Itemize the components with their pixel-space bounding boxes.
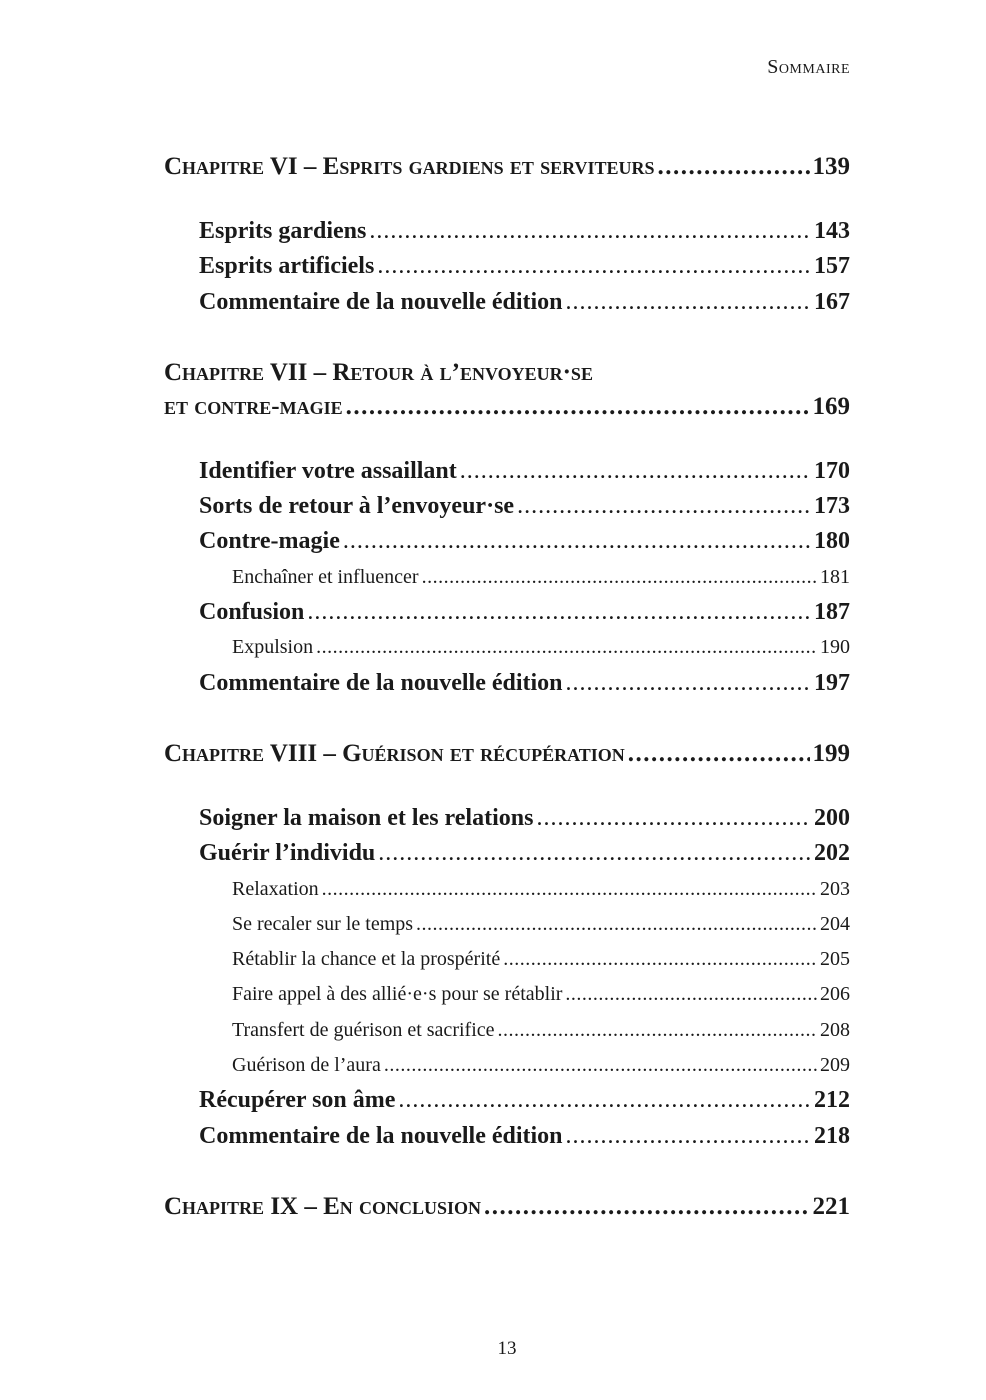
toc-subsection[interactable] — [164, 977, 850, 1012]
chapter-title: Chapitre IX – En conclusion — [164, 1192, 482, 1220]
page-number: 203 — [820, 877, 850, 900]
section-title: Esprits artificiels — [199, 253, 375, 280]
toc-section[interactable] — [164, 285, 850, 320]
toc-subsection[interactable] — [164, 872, 850, 907]
leader-dots — [322, 872, 817, 907]
page-number: 170 — [814, 457, 850, 484]
page-number: 209 — [820, 1054, 850, 1077]
toc-section[interactable] — [164, 489, 850, 524]
subsection-title: Relaxation — [232, 877, 319, 900]
leader-dots — [498, 1013, 818, 1048]
leader-dots — [566, 285, 811, 320]
section-title: Soigner la maison et les relations — [199, 804, 534, 831]
page-number: 221 — [812, 1192, 850, 1220]
toc-chapter-7[interactable] — [164, 390, 850, 424]
section-title: Contre-magie — [199, 528, 340, 555]
chapter-title: Chapitre VIII – Guérison et récupération — [164, 739, 625, 767]
toc-subsection[interactable] — [164, 560, 850, 595]
page-folio: 13 — [497, 1338, 517, 1359]
leader-dots — [517, 489, 811, 524]
subsection-title: Se recaler sur le temps — [232, 912, 414, 935]
leader-dots — [316, 630, 817, 665]
leader-dots — [566, 1119, 811, 1154]
toc-section[interactable] — [164, 454, 850, 489]
leader-dots — [484, 1190, 809, 1224]
page-number: 187 — [814, 599, 850, 626]
toc-section[interactable] — [164, 836, 850, 871]
leader-dots — [416, 907, 817, 942]
page-number: 181 — [820, 565, 850, 588]
toc-section[interactable] — [164, 595, 850, 630]
page-number: 139 — [812, 153, 850, 180]
toc-section[interactable] — [164, 666, 850, 701]
chapter-title: Chapitre VII – Retour à l’envoyeur·se — [164, 358, 593, 386]
toc-section[interactable] — [164, 524, 850, 559]
leader-dots — [628, 737, 810, 771]
leader-dots — [566, 666, 811, 701]
section-title: Confusion — [199, 599, 305, 626]
toc-chapter-6[interactable] — [164, 150, 850, 184]
page-number: 167 — [814, 288, 850, 315]
leader-dots — [536, 801, 811, 836]
page-number: 205 — [820, 948, 850, 971]
toc-chapter-7-line1[interactable] — [164, 356, 850, 390]
toc-section[interactable] — [164, 1119, 850, 1154]
toc-subsection[interactable] — [164, 1013, 850, 1048]
subsection-title: Enchaîner et influencer — [232, 565, 419, 588]
section-title: Récupérer son âme — [199, 1087, 396, 1114]
toc-subsection[interactable] — [164, 907, 850, 942]
toc-section[interactable] — [164, 1083, 850, 1118]
subsection-title: Expulsion — [232, 636, 314, 659]
toc-subsection[interactable] — [164, 1048, 850, 1083]
page-number: 197 — [814, 669, 850, 696]
page-number: 199 — [812, 739, 850, 767]
toc-section[interactable] — [164, 249, 850, 284]
toc-subsection[interactable] — [164, 942, 850, 977]
chapter-title-continued: et contre-magie — [164, 392, 343, 420]
section-title: Commentaire de la nouvelle édition — [199, 288, 563, 315]
subsection-title: Rétablir la chance et la prospérité — [232, 948, 501, 971]
subsection-title: Transfert de guérison et sacrifice — [232, 1018, 495, 1041]
toc-section[interactable] — [164, 214, 850, 249]
page-number: 190 — [820, 636, 850, 659]
running-head: Sommaire — [767, 56, 850, 78]
section-title: Guérir l’individu — [199, 840, 376, 867]
table-of-contents — [164, 150, 850, 1224]
leader-dots — [377, 249, 811, 284]
leader-dots — [384, 1048, 817, 1083]
page-number: 202 — [814, 840, 850, 867]
page-number: 157 — [814, 253, 850, 280]
leader-dots — [369, 214, 811, 249]
page-number: 180 — [814, 528, 850, 555]
leader-dots — [346, 390, 810, 424]
leader-dots — [343, 524, 811, 559]
page-number: 218 — [814, 1122, 850, 1149]
page-number: 212 — [814, 1087, 850, 1114]
page-number: 208 — [820, 1018, 850, 1041]
section-title: Identifier votre assaillant — [199, 457, 457, 484]
toc-chapter-8[interactable] — [164, 737, 850, 771]
toc-section[interactable] — [164, 801, 850, 836]
toc-chapter-9[interactable] — [164, 1190, 850, 1224]
toc-subsection[interactable] — [164, 630, 850, 665]
page-number: 200 — [814, 804, 850, 831]
leader-dots — [565, 977, 817, 1012]
leader-dots — [398, 1083, 811, 1118]
section-title: Commentaire de la nouvelle édition — [199, 1122, 563, 1149]
page-number: 173 — [814, 493, 850, 520]
section-title: Commentaire de la nouvelle édition — [199, 669, 563, 696]
page-number: 204 — [820, 912, 850, 935]
section-title: Esprits gardiens — [199, 218, 367, 244]
leader-dots — [658, 150, 810, 184]
page-number: 206 — [820, 983, 850, 1006]
page-number: 143 — [814, 218, 850, 244]
chapter-title: Chapitre VI – Esprits gardiens et serviteurs — [164, 153, 655, 180]
leader-dots — [422, 560, 817, 595]
page-number: 169 — [812, 392, 850, 420]
subsection-title: Faire appel à des allié·e·s pour se rétablir — [232, 983, 563, 1006]
leader-dots — [460, 454, 811, 489]
leader-dots — [503, 942, 817, 977]
subsection-title: Guérison de l’aura — [232, 1054, 381, 1077]
leader-dots — [307, 595, 811, 630]
leader-dots — [378, 836, 811, 871]
section-title: Sorts de retour à l’envoyeur·se — [199, 493, 515, 520]
